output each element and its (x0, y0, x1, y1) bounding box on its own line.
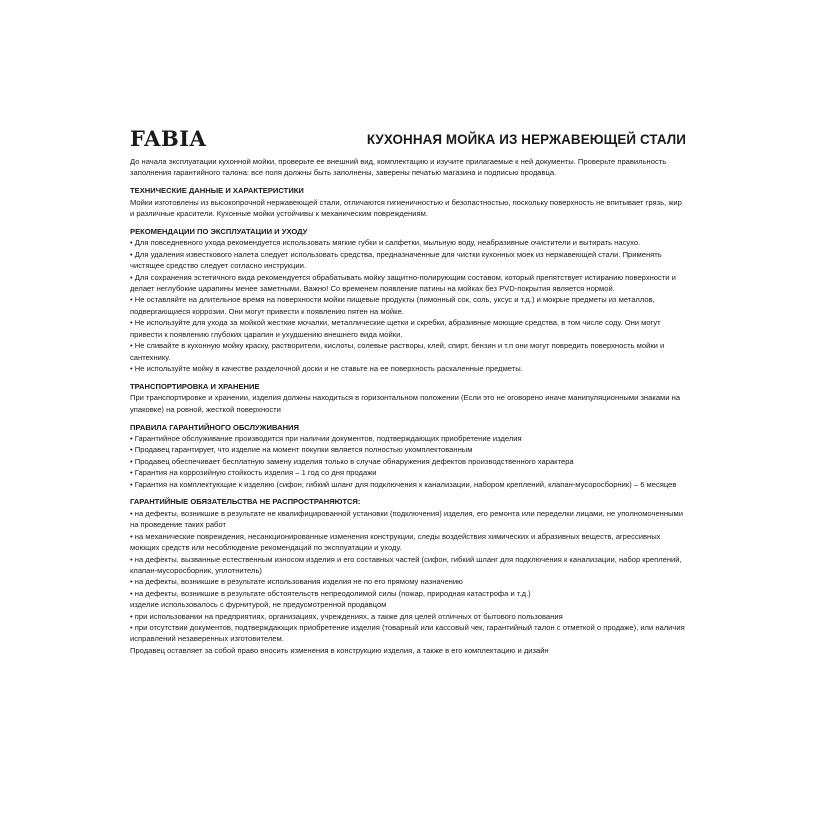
list-item: • Продавец обеспечивает бесплатную замену изделия только в случае обнаружения дефектов производственного характера (130, 456, 574, 466)
list-item: изделие использовалось с фурнитурой, не предусмотренной продавцом (130, 600, 387, 610)
list-item: • на дефекты, возникшие в результате не квалифицированной установки (подключения) изделия, его ремонта или переделки лицами, не уполномоченными на проведение таких работ (130, 508, 683, 530)
section-title: ПРАВИЛА ГАРАНТИЙНОГО ОБСЛУЖИВАНИЯ (130, 422, 299, 432)
brand-logo: FABIA (130, 126, 207, 151)
list-item: • на дефекты, возникшие в результате использования изделия не по его прямому назначению (130, 577, 463, 587)
list-item: • Не используйте для ухода за мойкой жесткие мочалки, металлические щетки и скребки, абразивные моющие средства, в том числе соду. Они могут привести к появлению глубоких царапин и ухудшению внешнего вида мойки. (130, 318, 661, 339)
list-item: • на дефекты, вызванные естественным износом изделия и его составных частей (сифон, гибкий шланг для подключения к канализации, набор креплений, клапан-мусоросборник, уплотнитель) (130, 554, 682, 575)
list-item: • Гарантия на комплектующие к изделию (сифон, гибкий шланг для подключения к канализации, набором креплений, клапан-мусоросборник) – 6 месяцев (130, 479, 677, 489)
section-care-recommendations (130, 226, 686, 374)
list-item: • на дефекты, возникшие в результате обстоятельств непреодолимой силы (пожар, природная катастрофа и т.д.) (130, 588, 531, 598)
intro-paragraph (130, 156, 686, 179)
section-technical-data (130, 185, 686, 219)
sheet-header (130, 125, 686, 151)
list-item: Продавец оставляет за собой право вносить изменения в конструкцию изделия, а также в его комплектацию и дизайн (130, 645, 549, 655)
document-title: КУХОННАЯ МОЙКА ИЗ НЕРЖАВЕЮЩЕЙ СТАЛИ (366, 132, 686, 147)
section-title: ТЕХНИЧЕСКИЕ ДАННЫЕ И ХАРАКТЕРИСТИКИ (130, 186, 304, 196)
list-item: • при отсутствии документов, подтверждающих приобретение изделия (товарный или кассовый чек, гарантийный талон с отметкой о продаже), или наличия исправлений незаверенных изготовителем. (130, 622, 685, 644)
list-item: • Не оставляйте на длительное время на поверхности мойки пищевые продукты (лимонный сок, соль, уксус и т.д.) и мокрые предметы из металлов, подвергающиеся коррозии. Они могут привести к появлению пятен на мойке. (130, 295, 655, 316)
list-item: • Для удаления известкового налета следует использовать средства, предназначенные для чистки кухонных моек из нержавеющей стали. Применять чистящее средство следует согласно инструкции. (130, 249, 662, 271)
list-item: • Продавец гарантирует, что изделие на момент покупки является полностью укомплектованным (130, 445, 473, 455)
section-warranty-rules (130, 422, 686, 490)
list-item: • при использовании на предприятиях, организациях, учреждениях, а также для целей отличных от бытового пользования (130, 611, 563, 621)
intro-text: До начала эксплуатации кухонной мойки, проверьте ее внешний вид, комплектацию и изучите прилагаемые к ней документы. Проверьте правильность заполнения гарантийного талона: все поля должны быть заполнены, заверены печатью магазина и подписью продавца. (130, 157, 667, 178)
list-item: • Гарантийное обслуживание производится при наличии документов, подтверждающих приобретение изделия (130, 433, 522, 443)
section-title: ТРАНСПОРТИРОВКА И ХРАНЕНИЕ (130, 381, 260, 391)
section-title: РЕКОМЕНДАЦИИ ПО ЭКСПЛУАТАЦИИ И УХОДУ (130, 227, 308, 237)
section-line: При транспортировке и хранении, изделия должны находиться в горизонтальном положении (Если это не оговорено иначе манипуляционными знаками на упаковке) на ровной, жесткой поверхности (130, 393, 681, 414)
section-transport-storage (130, 381, 686, 415)
section-warranty-exclusions (130, 496, 686, 656)
list-item: • Для сохранения эстетичного вида рекомендуется обрабатывать мойку защитно-полирующим составом, который препятствует истиранию поверхности и делает неглубокие царапины менее заметными. Важно! Со временем появление патины на мойках без PVD-покрытия является нормой. (130, 272, 676, 294)
list-item: • Не используйте мойку в качестве разделочной доски и не ставьте на ее поверхность раскаленные предметы. (130, 363, 523, 373)
list-item: • Гарантия на коррозийную стойкость изделия – 1 год со дня продажи (130, 468, 377, 478)
instruction-sheet (130, 125, 686, 656)
section-title: ГАРАНТИЙНЫЕ ОБЯЗАТЕЛЬСТВА НЕ РАСПРОСТРАНЯЮТСЯ: (130, 497, 361, 507)
list-item: • Не сливайте в кухонную мойку краску, растворители, кислоты, солевые растворы, клей, спирт, бензин и т.п они могут повредить поверхность мойки и сантехнику. (130, 341, 665, 362)
list-item: • Для повседневного ухода рекомендуется использовать мягкие губки и салфетки, мыльную воду, неабразивные очистители и вытирать насухо. (130, 238, 641, 248)
section-line: Мойки изготовлены из высокопрочной нержавеющей стали, отличаются гигиеничностью и безопастностью, поскольку поверхность не впитывает грязь, жир и различные красители. Кухонные мойки устойчивы к механическим повреждениям. (130, 197, 682, 219)
list-item: • на механические повреждения, несанкционированные изменения конструкции, следы воздействия химических и абразивных веществ, агрессивных моющих средств или несоблюдение рекомендаций по эксплуатации и уходу. (130, 531, 661, 553)
